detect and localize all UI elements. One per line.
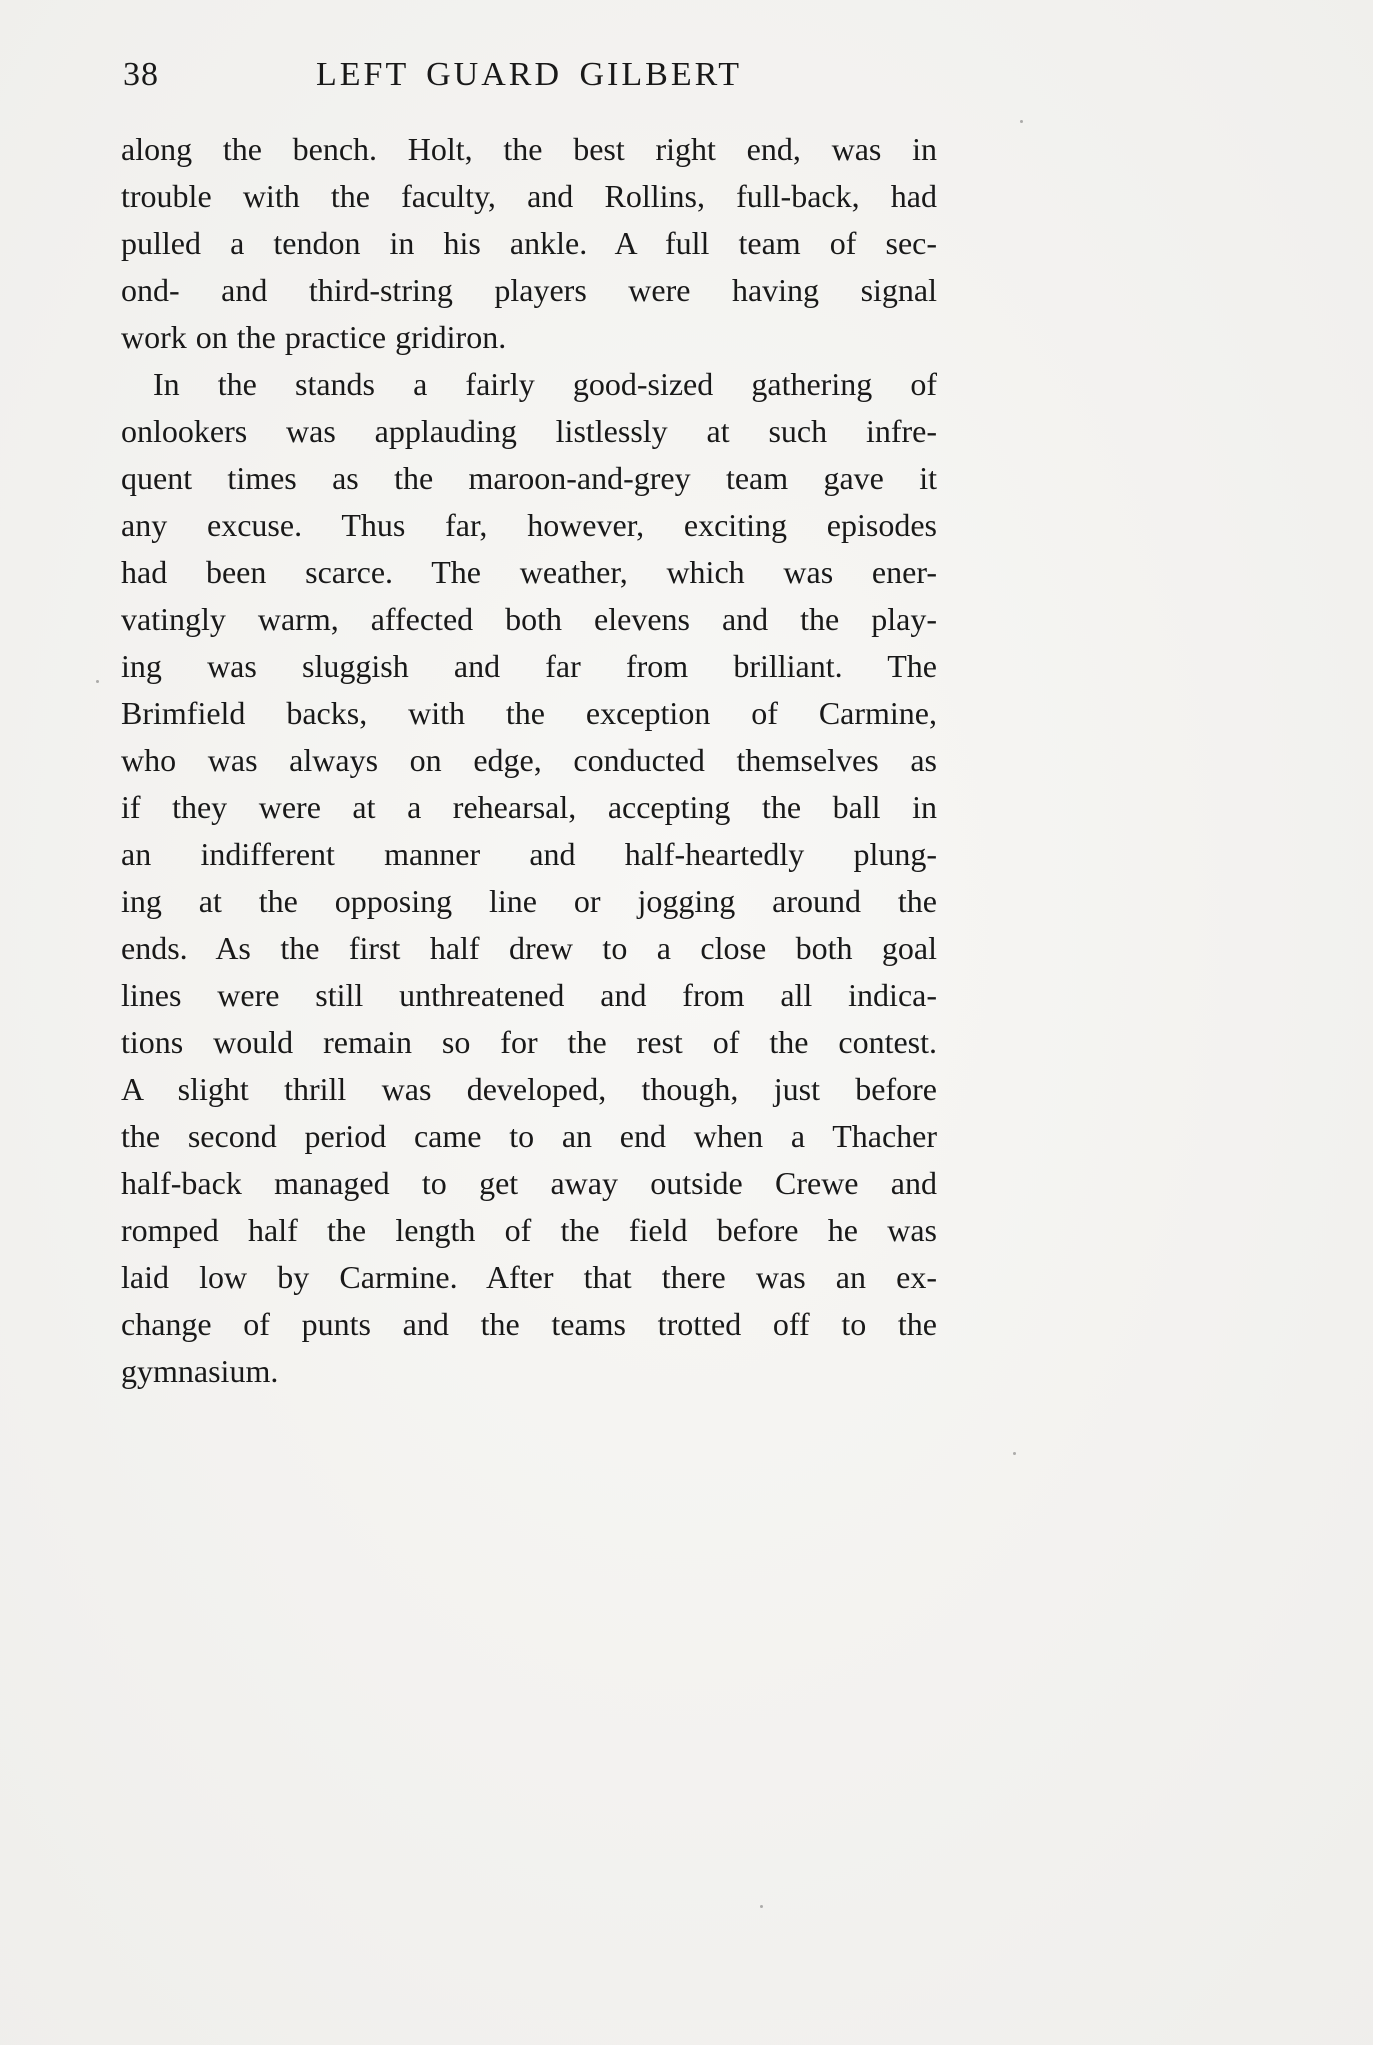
text-line: Brimfield backs, with the exception of Carmine, — [121, 695, 937, 731]
text-line: had been scarce. The weather, which was ener- — [121, 554, 937, 590]
text-line: ends. As the first half drew to a close both goal — [121, 930, 937, 966]
text-line: quent times as the maroon-and-grey team gave it — [121, 460, 937, 496]
scan-speck — [1020, 120, 1023, 123]
text-line: along the bench. Holt, the best right end, was in — [121, 131, 937, 167]
text-line: any excuse. Thus far, however, exciting episodes — [121, 507, 937, 543]
text-line: A slight thrill was developed, though, just before — [121, 1071, 937, 1107]
text-line: the second period came to an end when a Thacher — [121, 1118, 937, 1154]
text-line: gymnasium. — [121, 1353, 279, 1389]
text-line: pulled a tendon in his ankle. A full team of sec- — [121, 225, 937, 261]
page-header — [121, 56, 937, 102]
scan-speck — [760, 1905, 763, 1908]
text-line: vatingly warm, affected both elevens and the play- — [121, 601, 937, 637]
text-line: laid low by Carmine. After that there was an ex- — [121, 1259, 937, 1295]
text-line: ing was sluggish and far from brilliant. The — [121, 648, 937, 684]
text-line: onlookers was applauding listlessly at such infre- — [121, 413, 937, 449]
text-line: half-back managed to get away outside Crewe and — [121, 1165, 937, 1201]
text-line: trouble with the faculty, and Rollins, full-back, had — [121, 178, 937, 214]
text-line: who was always on edge, conducted themselves as — [121, 742, 937, 778]
scan-speck — [1013, 1452, 1016, 1455]
page-number: 38 — [123, 56, 159, 93]
text-line: change of punts and the teams trotted off to the — [121, 1306, 937, 1342]
scan-speck — [96, 680, 99, 683]
body-text — [121, 126, 937, 1395]
text-line: lines were still unthreatened and from all indica- — [121, 977, 937, 1013]
text-line: romped half the length of the field before he was — [121, 1212, 937, 1248]
running-title: LEFT GUARD GILBERT — [316, 56, 742, 93]
paragraph — [121, 126, 937, 361]
text-line: In the stands a fairly good-sized gathering of — [153, 366, 937, 402]
text-column — [121, 56, 937, 1395]
text-line: tions would remain so for the rest of the contest. — [121, 1024, 937, 1060]
text-line: work on the practice gridiron. — [121, 319, 507, 355]
paragraph — [121, 361, 937, 1395]
text-line: if they were at a rehearsal, accepting the ball in — [121, 789, 937, 825]
text-line: an indifferent manner and half-heartedly plung- — [121, 836, 937, 872]
text-line: ing at the opposing line or jogging around the — [121, 883, 937, 919]
text-line: ond- and third-string players were having signal — [121, 272, 937, 308]
